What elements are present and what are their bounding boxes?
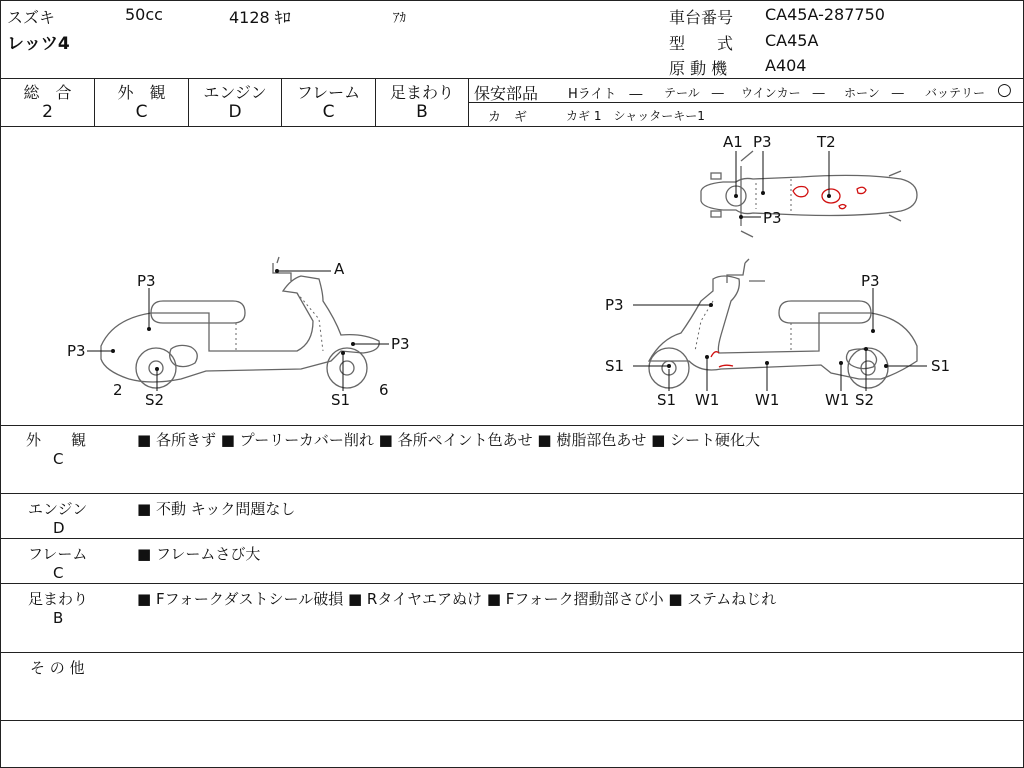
note-category-other: そ の 他 (30, 659, 85, 677)
exterior-grade-value: C (135, 102, 148, 122)
diagram-label: 6 (379, 381, 389, 399)
diagram-label: P3 (763, 209, 782, 227)
overall-grade-value: 2 (42, 102, 53, 122)
diagram-label: S1 (331, 391, 351, 409)
note-text-frame: ■ フレームさび大 (137, 545, 261, 563)
winker-status: ウインカー ― (741, 86, 825, 100)
key-value: カギ 1 シャッターキー1 (566, 109, 705, 123)
battery-label: バッテリー (925, 86, 986, 100)
type-label: 型 式 (669, 34, 734, 53)
note-grade-exterior: C (53, 450, 64, 468)
frame-grade-label: フレーム (296, 83, 361, 102)
left-side-view-scooter (67, 257, 410, 409)
note-grade-suspension: B (53, 609, 64, 627)
engine-model-value: A404 (765, 56, 807, 75)
diagram-label: P3 (605, 296, 624, 314)
diagram-label: S2 (855, 391, 875, 409)
diagram-label: T2 (817, 133, 836, 151)
taillight-status: テール ― (664, 86, 724, 100)
diagram-label: A (334, 260, 345, 278)
frame-number-value: CA45A-287750 (765, 5, 885, 24)
note-category-frame: フレーム (28, 545, 88, 563)
diagram-label: P3 (137, 272, 156, 290)
right-side-view-scooter (605, 259, 950, 409)
model-name: レッツ4 (7, 34, 70, 54)
mileage: 4128 ｷﾛ (229, 8, 291, 27)
battery-ok-mark: ○ (997, 80, 1012, 100)
body-color: ｱｶ (393, 11, 406, 26)
engine-grade-label: エンジン (203, 83, 267, 102)
note-category-engine: エンジン (28, 500, 88, 518)
diagram-label: P3 (753, 133, 772, 151)
note-text-engine: ■ 不動 キック問題なし (137, 500, 296, 518)
note-grade-engine: D (53, 519, 65, 537)
diagram-label: W1 (825, 391, 850, 409)
diagram-label: S1 (605, 357, 625, 375)
top-view-scooter (701, 133, 917, 237)
divider (1, 583, 1023, 584)
divider (1, 652, 1023, 653)
diagram-label: S1 (931, 357, 951, 375)
divider (1, 493, 1023, 494)
headlight-status: Hライト ― (568, 87, 643, 102)
diagram-label: 2 (113, 381, 123, 399)
displacement: 50cc (125, 5, 163, 24)
diagram-label: S2 (145, 391, 165, 409)
damage-diagram (1, 1, 1023, 425)
frame-number-label: 車台番号 (669, 8, 734, 27)
diagram-label: W1 (695, 391, 720, 409)
safety-parts-label: 保安部品 (474, 84, 539, 103)
maker-name: スズキ (7, 8, 56, 27)
exterior-grade-label: 外 観 (117, 83, 166, 102)
diagram-label: P3 (391, 335, 410, 353)
engine-model-label: 原 動 機 (669, 59, 728, 78)
note-grade-frame: C (53, 564, 64, 582)
note-category-exterior: 外 観 (26, 431, 87, 449)
diagram-label: P3 (861, 272, 880, 290)
divider (1, 720, 1023, 721)
diagram-label: S1 (657, 391, 677, 409)
frame-grade-value: C (322, 102, 335, 122)
note-category-suspension: 足まわり (28, 590, 89, 608)
type-value: CA45A (765, 31, 819, 50)
diagram-label: P3 (67, 342, 86, 360)
engine-grade-value: D (228, 102, 242, 122)
diagram-label: W1 (755, 391, 780, 409)
suspension-grade-value: B (416, 102, 428, 122)
note-text-suspension: ■ Fフォークダストシール破損 ■ Rタイヤエアぬけ ■ Fフォーク摺動部さび小 ■ ステムねじれ (137, 590, 777, 608)
note-text-exterior: ■ 各所きず ■ プーリーカバー削れ ■ 各所ペイント色あせ ■ 樹脂部色あせ ■ シート硬化大 (137, 431, 761, 449)
key-label: カ ギ (488, 110, 528, 125)
divider (1, 538, 1023, 539)
divider (1, 425, 1023, 426)
horn-status: ホーン ― (844, 86, 904, 100)
suspension-grade-label: 足まわり (389, 83, 454, 102)
overall-grade-label: 総 合 (23, 83, 72, 102)
diagram-label: A1 (723, 133, 743, 151)
